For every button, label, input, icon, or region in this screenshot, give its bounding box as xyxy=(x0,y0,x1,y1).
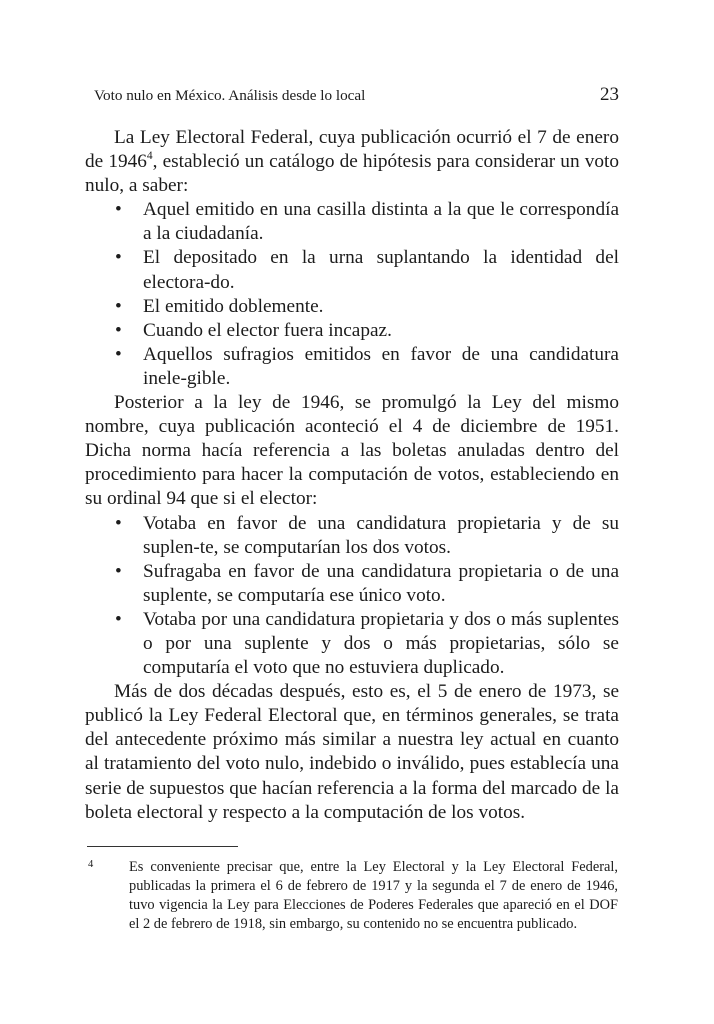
list-item-text: Sufragaba en favor de una candidatura propietaria o de una suplente, se computaría ese único voto. xyxy=(143,560,619,606)
bullet-icon: • xyxy=(115,560,122,582)
list-item xyxy=(85,512,619,560)
bullet-list-2 xyxy=(85,512,619,681)
bullet-icon: • xyxy=(115,295,122,317)
bullet-icon: • xyxy=(115,319,122,341)
bullet-icon: • xyxy=(115,343,122,365)
footnote-reference[interactable]: 4 xyxy=(146,149,153,162)
footnote-mark: 4 xyxy=(88,859,94,870)
bullet-list-1 xyxy=(85,198,619,391)
list-item xyxy=(85,343,619,391)
list-item xyxy=(85,608,619,680)
list-item xyxy=(85,246,619,294)
paragraph-2: Posterior a la ley de 1946, se promulgó la Ley del mismo nombre, cuya publicación aconteció el 4 de diciembre de 1951. Dicha norma hacía referencia a las boletas anuladas dentro del procedimiento para hacer la computación de votos, estableciendo en su ordinal 94 que si el elector: xyxy=(85,392,619,510)
footnote-text: Es conveniente precisar que, entre la Ley Electoral y la Ley Electoral Federal, publicadas la primera el 6 de febrero de 1917 y la segunda el 7 de enero de 1946, tuvo vigencia la Ley para Elecciones de Poderes Federales que apareció en el DOF el 2 de febrero de 1918, sin embargo, su contenido no se encuentra publicado. xyxy=(129,859,618,932)
footnote-separator xyxy=(87,846,238,847)
paragraph-3: Más de dos décadas después, esto es, el 5 de enero de 1973, se publicó la Ley Federal Electoral que, en términos generales, se trata del antecedente próximo más similar a nuestra ley actual en cuanto al tratamiento del voto nulo, indebido o inválido, pues establecía una serie de supuestos que hacían referencia a la forma del marcado de la boleta electoral y respecto a la computación de los votos. xyxy=(85,681,619,823)
bullet-icon: • xyxy=(115,199,122,221)
list-item-text: El depositado en la urna suplantando la identidad del electora-do. xyxy=(143,247,619,293)
running-title: Voto nulo en México. Análisis desde lo local xyxy=(94,87,366,104)
list-item xyxy=(85,319,619,343)
bullet-icon: • xyxy=(115,608,122,630)
list-item-text: Aquel emitido en una casilla distinta a la que le correspondía a la ciudadanía. xyxy=(143,199,619,245)
paragraph-1-text: La Ley Electoral Federal, cuya publicación ocurrió el 7 de enero de 1946 xyxy=(85,127,619,173)
paragraph-1-text-cont: , estableció un catálogo de hipótesis para considerar un voto nulo, a saber: xyxy=(85,151,619,197)
bullet-icon: • xyxy=(115,247,122,269)
footnote xyxy=(88,858,618,934)
list-item-text: El emitido doblemente. xyxy=(143,295,324,317)
list-item xyxy=(85,295,619,319)
bullet-icon: • xyxy=(115,512,122,534)
paragraph-1 xyxy=(85,126,619,198)
list-item xyxy=(85,198,619,246)
list-item-text: Aquellos sufragios emitidos en favor de una candidatura inele-gible. xyxy=(143,343,619,389)
page-number: 23 xyxy=(600,84,619,105)
list-item-text: Votaba en favor de una candidatura propietaria y de su suplen-te, se computarían los dos votos. xyxy=(143,512,619,558)
body-text xyxy=(85,126,619,825)
list-item xyxy=(85,560,619,608)
page-header xyxy=(94,84,619,106)
list-item-text: Votaba por una candidatura propietaria y dos o más suplentes o por una suplente y dos o más propietarias, sólo se computaría el voto que no estuviera duplicado. xyxy=(143,608,619,679)
list-item-text: Cuando el elector fuera incapaz. xyxy=(143,319,392,341)
